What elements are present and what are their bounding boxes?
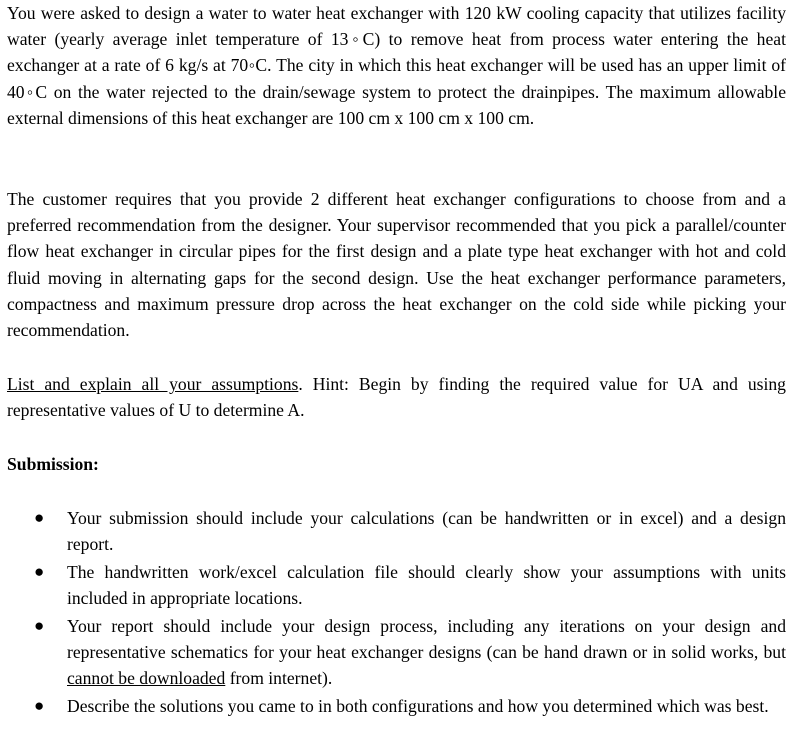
bullet-icon: ● (34, 696, 45, 716)
report-text-underlined: cannot be downloaded (67, 668, 226, 689)
bullet-icon: ● (34, 616, 45, 635)
submission-item-assumptions (7, 559, 786, 611)
submission-heading: Submission: (7, 454, 99, 474)
submission-item-report (7, 613, 786, 692)
submission-item-text (67, 616, 786, 688)
submission-item-text: Describe the solutions you came to in both configurations and how you determined which was best. (67, 696, 769, 717)
submission-list (7, 505, 786, 721)
assumptions-hint: . Hint: Begin by finding the required value for UA and using representative values of U to determine A. (7, 374, 786, 421)
bullet-icon: ● (34, 562, 45, 581)
bullet-icon: ● (34, 508, 45, 527)
submission-item-calculations (7, 505, 786, 557)
report-text-before: Your report should include your design process, including any iterations on your design and representative schematics for your heat exchanger designs (can be hand drawn or in solid works, but (67, 616, 786, 663)
submission-item-solutions (7, 693, 786, 719)
customer-requirements-paragraph: The customer requires that you provide 2 different heat exchanger configurations to choose from and a preferred recommendation from the designer. Your supervisor recommended that you pick a parallel/counter flow heat exchanger in circular pipes for the first design and a plate type heat exchanger with hot and cold fluid moving in alternating gaps for the second design. Use the heat exchanger performance parameters, compactness and maximum pressure drop across the heat exchanger on the cold side while picking your recommendation. (7, 189, 786, 341)
problem-statement-paragraph: You were asked to design a water to water heat exchanger with 120 kW cooling capacity that utilizes facility water (yearly average inlet temperature of 13◦C) to remove heat from process water entering the heat exchanger at a rate of 6 kg/s at 70◦C. The city in which this heat exchanger will be used has an upper limit of 40◦C on the water rejected to the drain/sewage system to protect the drainpipes. The maximum allowable external dimensions of this heat exchanger are 100 cm x 100 cm x 100 cm. (7, 3, 786, 128)
submission-item-text: Your submission should include your calculations (can be handwritten or in excel) and a design report. (67, 508, 786, 555)
assumptions-paragraph (7, 371, 786, 423)
assumptions-instruction: List and explain all your assumptions (7, 374, 299, 394)
report-text-after: from internet). (225, 668, 333, 689)
submission-item-text: The handwritten work/excel calculation file should clearly show your assumptions with units included in appropriate locations. (67, 562, 786, 609)
